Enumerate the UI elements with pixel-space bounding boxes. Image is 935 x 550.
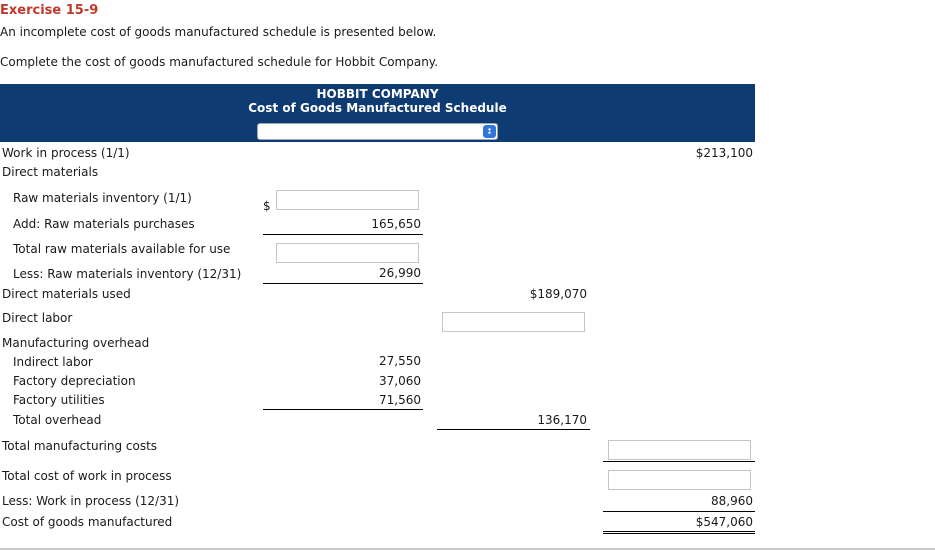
- underline: [263, 283, 423, 284]
- dm-used-label: Direct materials used: [2, 287, 131, 301]
- exercise-intro: An incomplete cost of goods manufactured schedule is presented below.: [0, 25, 437, 39]
- company-name: HOBBIT COMPANY: [316, 87, 439, 101]
- schedule-header: [0, 84, 755, 142]
- chevron-updown-icon: ↕: [483, 125, 496, 138]
- direct-labor-label: Direct labor: [2, 311, 73, 325]
- cogm-label: Cost of goods manufactured: [2, 515, 173, 529]
- underline: [263, 234, 423, 235]
- double-underline: [603, 531, 755, 534]
- wip-begin-amount: $213,100: [695, 146, 753, 160]
- rm-available-label: Total raw materials available for use: [13, 242, 231, 256]
- underline: [603, 461, 755, 462]
- total-mfg-costs-label: Total manufacturing costs: [2, 439, 158, 453]
- schedule-title: Cost of Goods Manufactured Schedule: [248, 101, 507, 115]
- total-mfg-costs-input[interactable]: [608, 440, 751, 460]
- exercise-instruction: Complete the cost of goods manufactured schedule for Hobbit Company.: [0, 55, 439, 69]
- factory-utilities-amount: 71,560: [379, 393, 421, 407]
- rm-purchases-label: Add: Raw materials purchases: [13, 217, 195, 231]
- total-wip-input[interactable]: [608, 470, 751, 490]
- dm-used-amount: $189,070: [529, 287, 587, 301]
- factory-utilities-label: Factory utilities: [13, 393, 105, 407]
- mfg-overhead-label: Manufacturing overhead: [2, 336, 150, 350]
- total-overhead-label: Total overhead: [13, 413, 102, 427]
- wip-begin-label: Work in process (1/1): [2, 146, 130, 160]
- direct-labor-input[interactable]: [442, 312, 585, 332]
- indirect-labor-amount: 27,550: [379, 354, 421, 368]
- rm-begin-label: Raw materials inventory (1/1): [13, 191, 192, 205]
- cogm-amount: $547,060: [695, 515, 753, 529]
- wip-end-amount: 88,960: [711, 494, 753, 508]
- exercise-title: Exercise 15-9: [0, 3, 99, 18]
- wip-end-label: Less: Work in process (12/31): [2, 494, 180, 508]
- rm-available-input[interactable]: [276, 243, 419, 263]
- rm-begin-input[interactable]: [276, 190, 419, 210]
- currency-symbol: $: [263, 199, 271, 213]
- underline: [603, 511, 755, 512]
- total-wip-label: Total cost of work in process: [2, 469, 172, 483]
- factory-depreciation-label: Factory depreciation: [13, 374, 136, 388]
- rm-end-amount: 26,990: [379, 266, 421, 280]
- total-overhead-amount: 136,170: [537, 413, 587, 427]
- factory-depreciation-amount: 37,060: [379, 374, 421, 388]
- date-dropdown[interactable]: [257, 123, 498, 140]
- rm-purchases-amount: 165,650: [371, 217, 421, 231]
- rm-end-label: Less: Raw materials inventory (12/31): [13, 267, 242, 281]
- underline: [263, 409, 423, 410]
- indirect-labor-label: Indirect labor: [13, 355, 93, 369]
- direct-materials-label: Direct materials: [2, 165, 99, 179]
- underline: [437, 429, 590, 430]
